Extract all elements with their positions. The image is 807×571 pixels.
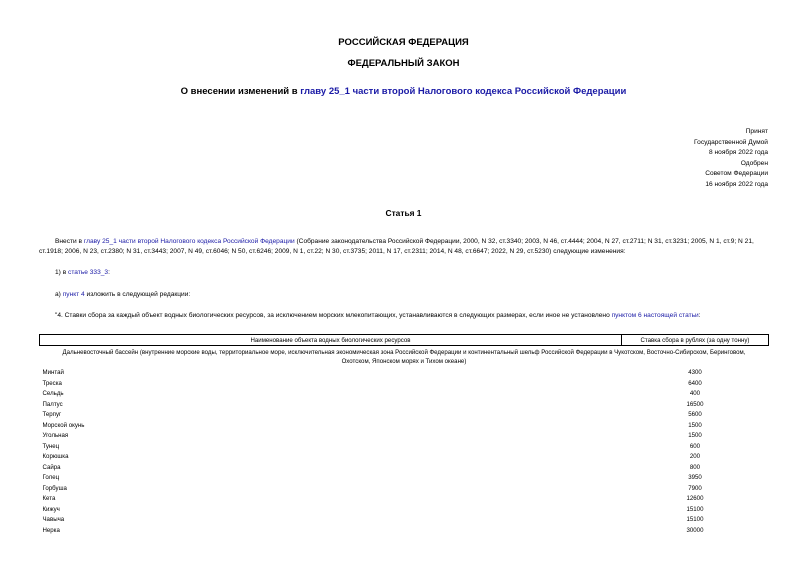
article-link[interactable]: статье 333_3 <box>68 269 109 276</box>
col-header-name: Наименование объекта водных биологических ресурсов <box>40 335 622 346</box>
item-a-suffix: изложить в следующей редакции: <box>84 291 191 298</box>
item-1 <box>55 268 785 278</box>
rate-cell: 400 <box>689 390 701 398</box>
fish-name-cell: Сельдь <box>42 390 64 398</box>
table-row <box>40 462 769 473</box>
table-row <box>40 504 769 515</box>
table-row <box>40 420 769 431</box>
table-row <box>40 389 769 400</box>
clause-link[interactable]: пункт 4 <box>62 291 85 298</box>
rate-cell: 1500 <box>688 421 702 429</box>
fish-name-cell: Палтус <box>42 400 63 408</box>
law-type-heading: ФЕДЕРАЛЬНЫЙ ЗАКОН <box>347 58 460 69</box>
rate-cell: 15100 <box>686 505 704 513</box>
clause-4-body: "4. Ставки сбора за каждый объект водных биологических ресурсов, за исключением морских млекопитающих, устанавливаются в следующих размерах, если иное не установлено <box>55 312 612 319</box>
adoption-line: 16 ноября 2022 года <box>705 180 768 188</box>
table-row <box>40 410 769 421</box>
rates-table <box>39 334 769 536</box>
rate-cell: 200 <box>689 453 701 461</box>
rate-cell: 3950 <box>688 474 702 482</box>
table-row <box>40 368 769 379</box>
article-heading: Статья 1 <box>385 208 422 218</box>
fish-name-cell: Кета <box>42 495 56 503</box>
item-a <box>55 290 785 300</box>
table-row <box>40 452 769 463</box>
fish-name-cell: Угольная <box>42 432 69 440</box>
adoption-block <box>694 127 768 191</box>
rate-cell: 600 <box>689 442 701 450</box>
rate-cell: 4300 <box>688 369 702 377</box>
fish-name-cell: Кижуч <box>42 505 60 513</box>
table-header-row <box>40 335 769 346</box>
chapter-link[interactable]: главу 25_1 части второй Налогового кодекса Российской Федерации <box>83 238 295 245</box>
fish-name-cell: Чавыча <box>42 516 65 524</box>
adoption-line: Государственной Думой <box>694 138 768 146</box>
rate-cell: 16500 <box>686 400 704 408</box>
table-row <box>40 378 769 389</box>
table-row <box>40 494 769 505</box>
fish-name-cell: Тунец <box>42 442 60 450</box>
adoption-line: Одобрен <box>740 159 768 167</box>
region-row <box>40 346 769 368</box>
rate-cell: 800 <box>689 463 701 471</box>
law-title-prefix: О внесении изменений в <box>180 86 301 97</box>
fish-name-cell: Минтай <box>42 369 64 377</box>
fish-name-cell: Морской окунь <box>42 421 85 429</box>
clause-6-link[interactable]: пунктом 6 настоящей статьи <box>611 312 699 319</box>
fish-name-cell: Корюшка <box>42 453 69 461</box>
rate-cell: 1500 <box>688 432 702 440</box>
item-1-prefix: 1) в <box>55 269 69 276</box>
fish-name-cell: Сайра <box>42 463 61 471</box>
rate-cell: 5600 <box>688 411 702 419</box>
clause-4-suffix: : <box>698 312 701 319</box>
item-a-prefix: а) <box>55 291 63 298</box>
rate-cell: 30000 <box>686 526 704 534</box>
rate-cell: 6400 <box>688 379 702 387</box>
country-heading: РОССИЙСКАЯ ФЕДЕРАЦИЯ <box>338 37 469 48</box>
intro-paragraph <box>39 237 769 258</box>
table-row <box>40 473 769 484</box>
clause-4-text <box>55 311 785 321</box>
table-row <box>40 399 769 410</box>
table-row <box>40 483 769 494</box>
rate-cell: 12600 <box>686 495 704 503</box>
law-title <box>0 86 807 97</box>
table-row <box>40 525 769 536</box>
region-cell: Дальневосточный бассейн (внутренние морские воды, территориальное море, исключительная экономическая зона Российской Федерации и континентальный шельф Российской Федерации в Чукотском, Восточно-Сибирском, Беринговом, Охотском, Японском морях и Тихом океане) <box>62 349 746 366</box>
intro-prefix: Внести в <box>55 238 84 245</box>
rate-cell: 15100 <box>686 516 704 524</box>
intro-rest: (Собрание законодательства Российской Федерации, 2000, N 32, ст.3340; 2003, N 46, ст.4444; 2004, N 27, ст.2711; N 31, ст.3231; 2005, N 1, ст.9; N 21, ст.1918; 2006, N 23, ст.2380; N 31, ст.3443; 2007, N 49, ст.6046; N 50, ст.6246; 2009, N 1, ст.22; N 30, ст.3735; 2011, N 17, ст.2311; 2014, N 48, ст.6647; 2022, N 29, ст.5230) следующие изменения: <box>39 238 754 256</box>
adoption-line: 8 ноября 2022 года <box>709 149 768 157</box>
item-1-suffix: : <box>108 269 110 276</box>
adoption-line: Принят <box>745 128 768 135</box>
fish-name-cell: Голец <box>42 474 60 482</box>
table-row <box>40 515 769 526</box>
table-row <box>40 441 769 452</box>
fish-name-cell: Треска <box>42 379 62 387</box>
rate-cell: 7900 <box>688 484 702 492</box>
fish-name-cell: Терпуг <box>42 411 62 419</box>
fish-name-cell: Горбуша <box>42 484 67 492</box>
law-title-link[interactable]: главу 25_1 части второй Налогового кодекса Российской Федерации <box>300 86 627 97</box>
col-header-rate: Ставка сбора в рублях (за одну тонну) <box>622 335 769 346</box>
adoption-line: Советом Федерации <box>705 170 768 178</box>
table-row <box>40 431 769 442</box>
fish-name-cell: Нерка <box>42 526 60 534</box>
